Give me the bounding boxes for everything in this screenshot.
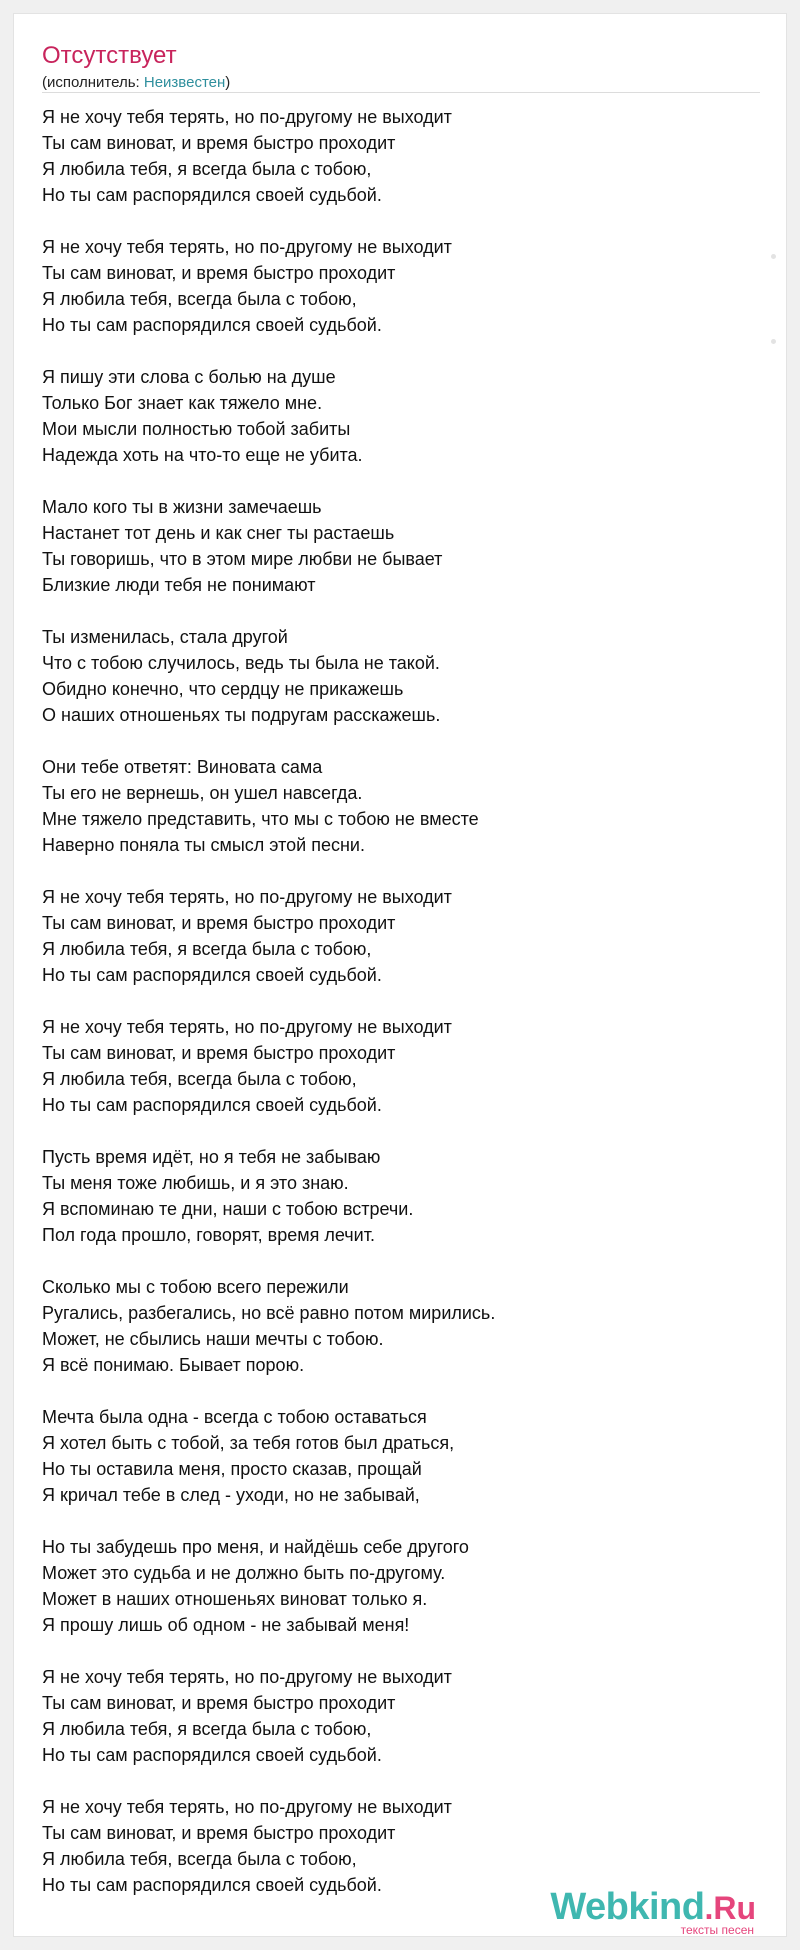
lyric-line: Я вспоминаю те дни, наши с тобою встречи. xyxy=(42,1199,414,1219)
lyric-line: Настанет тот день и как снег ты растаешь xyxy=(42,523,395,543)
lyric-line: Но ты забудешь про меня, и найдёшь себе другого xyxy=(42,1537,469,1557)
lyric-line: Что с тобою случилось, ведь ты была не такой. xyxy=(42,653,440,673)
stanza xyxy=(42,234,762,338)
lyric-line: Я не хочу тебя терять, но по-другому не выходит xyxy=(42,887,452,907)
lyric-line: Я не хочу тебя терять, но по-другому не выходит xyxy=(42,107,452,127)
lyric-line: Они тебе ответят: Виновата сама xyxy=(42,757,323,777)
lyric-line: Ты сам виноват, и время быстро проходит xyxy=(42,263,396,283)
stanza xyxy=(42,624,762,728)
dot-mark xyxy=(771,339,776,344)
lyric-line: Ты сам виноват, и время быстро проходит xyxy=(42,913,396,933)
lyric-line: Я любила тебя, я всегда была с тобою, xyxy=(42,1719,372,1739)
lyric-line: Я не хочу тебя терять, но по-другому не выходит xyxy=(42,1017,452,1037)
stanza xyxy=(42,754,762,858)
lyric-line: Но ты сам распорядился своей судьбой. xyxy=(42,1095,382,1115)
lyric-line: Ты сам виноват, и время быстро проходит xyxy=(42,1823,396,1843)
lyric-line: Я не хочу тебя терять, но по-другому не выходит xyxy=(42,1667,452,1687)
lyric-line: Может, не сбылись наши мечты с тобою. xyxy=(42,1329,384,1349)
stanza xyxy=(42,1274,762,1378)
lyric-line: О наших отношеньях ты подругам расскажешь. xyxy=(42,705,441,725)
lyric-line: Я любила тебя, я всегда была с тобою, xyxy=(42,159,372,179)
lyric-line: Но ты сам распорядился своей судьбой. xyxy=(42,1875,382,1895)
lyric-line: Ругались, разбегались, но всё равно потом мирились. xyxy=(42,1303,496,1323)
site-logo[interactable] xyxy=(550,1887,756,1937)
stanza xyxy=(42,884,762,988)
lyric-line: Но ты оставила меня, просто сказав, прощай xyxy=(42,1459,422,1479)
lyric-line: Я любила тебя, всегда была с тобою, xyxy=(42,289,357,309)
logo-tld-text: .Ru xyxy=(704,1890,756,1926)
lyric-line: Мало кого ты в жизни замечаешь xyxy=(42,497,322,517)
logo-main-text: Webkind xyxy=(550,1886,705,1928)
lyric-line: Обидно конечно, что сердцу не прикажешь xyxy=(42,679,404,699)
logo-tagline: тексты песен xyxy=(680,1923,754,1937)
lyric-line: Я любила тебя, всегда была с тобою, xyxy=(42,1849,357,1869)
lyric-line: Я прошу лишь об одном - не забывай меня! xyxy=(42,1615,410,1635)
lyric-line: Наверно поняла ты смысл этой песни. xyxy=(42,835,365,855)
lyric-line: Сколько мы с тобою всего пережили xyxy=(42,1277,349,1297)
lyric-line: Может это судьба и не должно быть по-другому. xyxy=(42,1563,446,1583)
lyric-line: Но ты сам распорядился своей судьбой. xyxy=(42,185,382,205)
lyric-line: Близкие люди тебя не понимают xyxy=(42,575,316,595)
lyric-line: Я не хочу тебя терять, но по-другому не выходит xyxy=(42,1797,452,1817)
lyric-line: Но ты сам распорядился своей судьбой. xyxy=(42,315,382,335)
lyric-line: Но ты сам распорядился своей судьбой. xyxy=(42,965,382,985)
logo-wordmark xyxy=(550,1887,756,1927)
artist-suffix: ) xyxy=(225,74,231,91)
lyric-line: Ты говоришь, что в этом мире любви не бывает xyxy=(42,549,443,569)
artist-prefix: (исполнитель: xyxy=(42,74,144,91)
stanza xyxy=(42,1534,762,1638)
lyric-line: Только Бог знает как тяжело мне. xyxy=(42,393,323,413)
stanza xyxy=(42,1014,762,1118)
header-divider xyxy=(42,92,760,93)
lyric-line: Я всё понимаю. Бывает порою. xyxy=(42,1355,305,1375)
stanza xyxy=(42,364,762,468)
lyric-line: Я хотел быть с тобой, за тебя готов был драться, xyxy=(42,1433,455,1453)
lyric-line: Ты меня тоже любишь, и я это знаю. xyxy=(42,1173,349,1193)
lyric-line: Я пишу эти слова с болью на душе xyxy=(42,367,336,387)
lyric-line: Я кричал тебе в след - уходи, но не забывай, xyxy=(42,1485,420,1505)
dot-mark xyxy=(771,254,776,259)
lyric-line: Мои мысли полностью тобой забиты xyxy=(42,419,351,439)
lyric-line: Я любила тебя, всегда была с тобою, xyxy=(42,1069,357,1089)
stanza xyxy=(42,1404,762,1508)
lyric-line: Я не хочу тебя терять, но по-другому не выходит xyxy=(42,237,452,257)
lyric-line: Ты сам виноват, и время быстро проходит xyxy=(42,133,396,153)
stanza xyxy=(42,1794,762,1898)
stanza xyxy=(42,494,762,598)
lyric-line: Ты изменилась, стала другой xyxy=(42,627,288,647)
lyrics-body xyxy=(42,104,762,1924)
song-title: Отсутствует xyxy=(42,42,177,69)
artist-line xyxy=(42,74,230,91)
lyrics-page xyxy=(13,13,787,1937)
lyric-line: Ты сам виноват, и время быстро проходит xyxy=(42,1693,396,1713)
lyric-line: Пусть время идёт, но я тебя не забываю xyxy=(42,1147,381,1167)
lyric-line: Надежда хоть на что-то еще не убита. xyxy=(42,445,363,465)
decorative-marks xyxy=(771,254,777,424)
artist-link[interactable]: Неизвестен xyxy=(143,74,226,91)
lyric-line: Мне тяжело представить, что мы с тобою не вместе xyxy=(42,809,479,829)
lyric-line: Ты его не вернешь, он ушел навсегда. xyxy=(42,783,363,803)
stanza xyxy=(42,1144,762,1248)
lyric-line: Может в наших отношеньях виноват только я. xyxy=(42,1589,428,1609)
stanza xyxy=(42,104,762,208)
lyric-line: Ты сам виноват, и время быстро проходит xyxy=(42,1043,396,1063)
stanza xyxy=(42,1664,762,1768)
lyric-line: Пол года прошло, говорят, время лечит. xyxy=(42,1225,375,1245)
lyric-line: Я любила тебя, я всегда была с тобою, xyxy=(42,939,372,959)
lyric-line: Но ты сам распорядился своей судьбой. xyxy=(42,1745,382,1765)
lyric-line: Мечта была одна - всегда с тобою оставаться xyxy=(42,1407,427,1427)
